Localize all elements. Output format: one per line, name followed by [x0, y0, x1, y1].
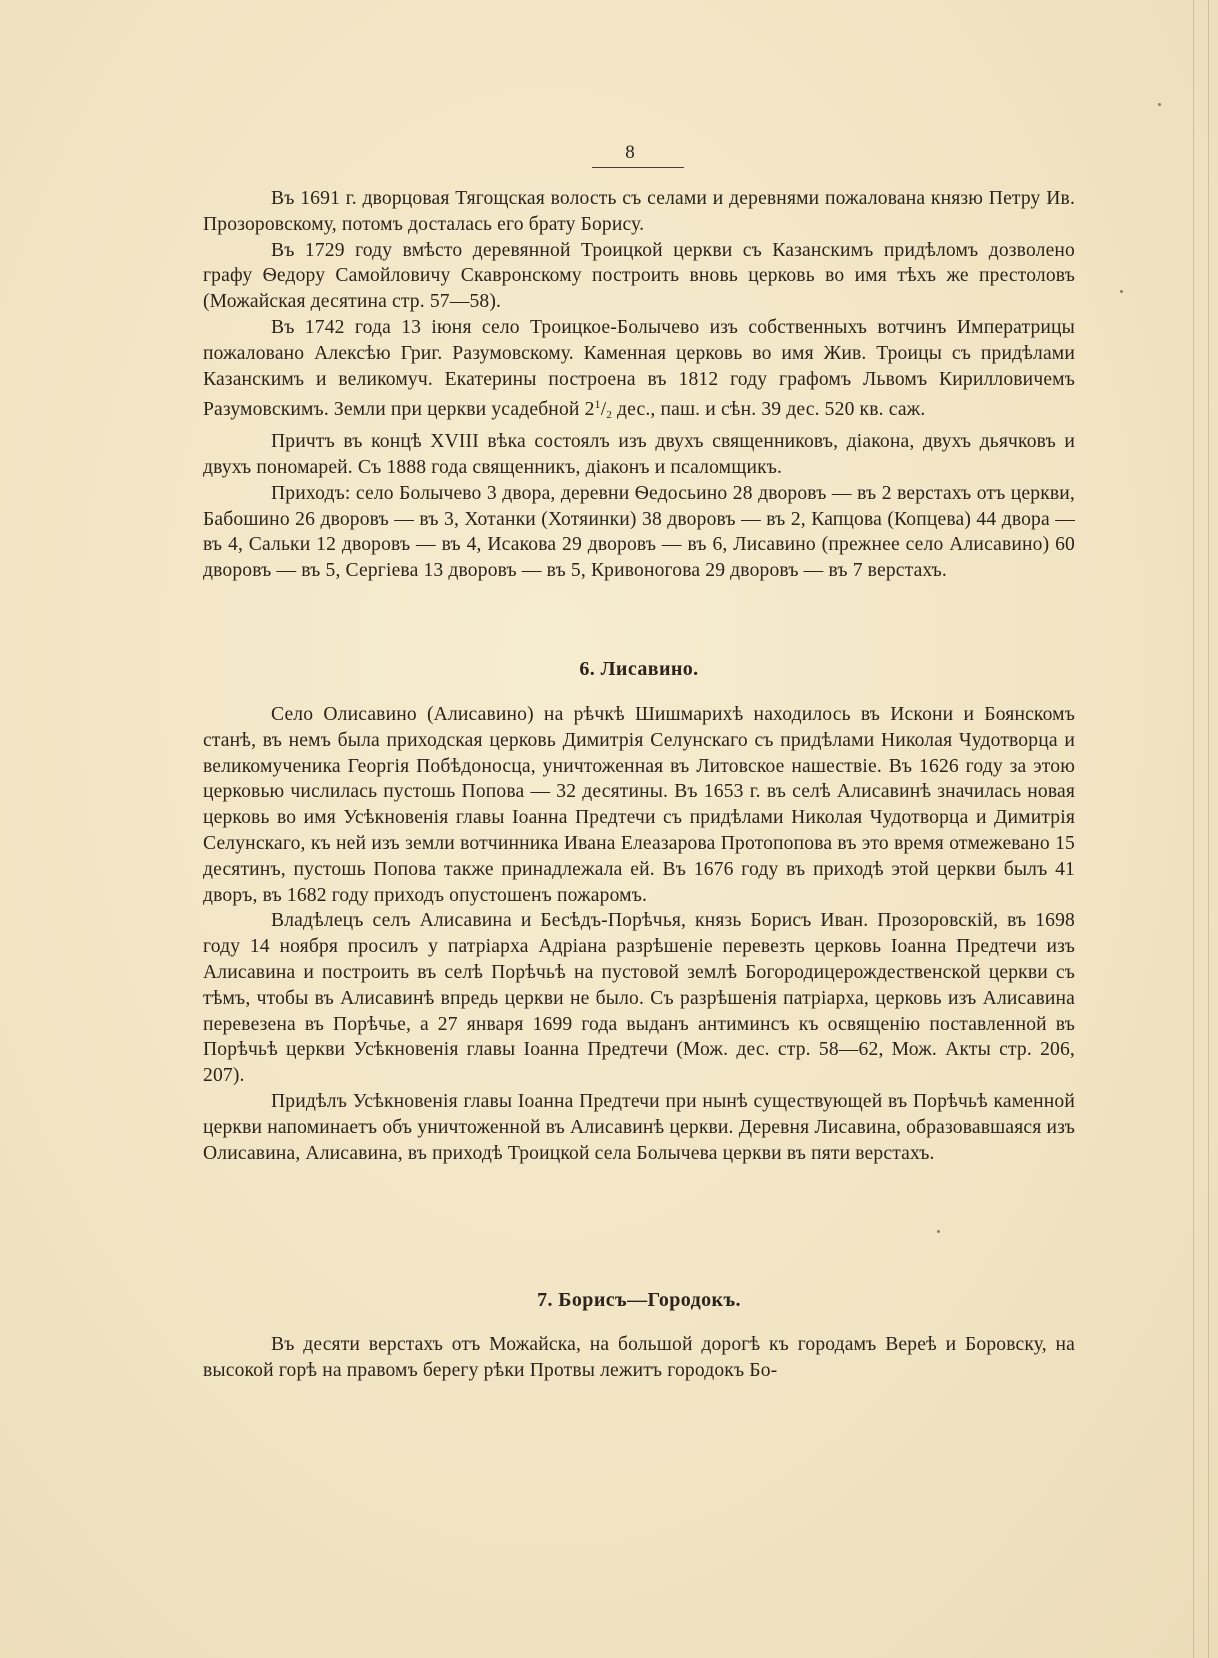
land-fraction-denominator: 2	[606, 409, 612, 422]
paper-speck	[1120, 290, 1123, 293]
paragraph: Въ 1742 года 13 іюня село Троицкое-Болычево изъ собственныхъ вотчинъ Императрицы пожаловано Алексѣю Григ. Разумовскому. Каменная церковь во имя Жив. Троицы съ придѣлами Казанскимъ и великомуч. Екатерины построена въ 1812 году графомъ Львомъ Кирилловичемъ Разумовскимъ. Земли при церкви усадебной $2^1/_2$ дес., паш. и сѣн. 39 дес. 520 кв. саж.	[203, 316, 1075, 422]
paragraph: Причтъ въ концѣ XVIII вѣка состоялъ изъ двухъ священниковъ, діакона, двухъ дьячковъ и двухъ пономарей. Съ 1888 года священникъ, діаконъ и псаломщикъ.	[203, 431, 1075, 478]
paragraph: Въ десяти верстахъ отъ Можайска, на большой дорогѣ къ городамъ Вереѣ и Боровску, на высокой горѣ на правомъ берегу рѣки Протвы лежитъ городокъ Бо-	[203, 1334, 1075, 1381]
section-heading: 7. Борисъ—Городокъ.	[537, 1289, 741, 1311]
paragraph: Приходъ: село Болычево 3 двора, деревни Ѳедосьино 28 дворовъ — въ 2 верстахъ отъ церкви, Бабошино 26 дворовъ — въ 3, Хотанки (Хотяинки) 38 дворовъ — въ 2, Капцова (Копцева) 44 двора — въ 4, Сальки 12 дворовъ — въ 4, Исакова 29 дворовъ — въ 6, Лисавино (прежнее село Алисавино) 60 дворовъ — въ 5, Сергіева 13 дворовъ — въ 5, Кривоногова 29 дворовъ — въ 7 верстахъ.	[203, 482, 1075, 582]
paragraph: Въ 1691 г. дворцовая Тягощская волость съ селами и деревнями пожалована князю Петру Ив. Прозоровскому, потомъ досталась его брату Борису.	[203, 188, 1075, 235]
paragraph-text: Въ 1742 года 13 іюня село Троицкое-Болычево изъ собственныхъ вотчинъ Императрицы пожаловано Алексѣю Григ. Разумовскому. Каменная церковь во имя Жив. Троицы съ придѣлами Казанскимъ и великомуч. Екатерины построена въ 1812 году графомъ Львомъ Кирилловичемъ Разумовскимъ. Земли при церкви усадебной	[203, 316, 1075, 421]
page-number: 8	[625, 142, 635, 163]
paragraph: Въ 1729 году вмѣсто деревянной Троицкой церкви съ Казанскимъ придѣломъ дозволено графу Ѳедору Самойловичу Скавронскому построить вновь церковь во имя тѣхъ же престоловъ (Можайская десятина стр. 57—58).	[203, 239, 1075, 313]
section-heading: 6. Лисавино.	[579, 658, 699, 680]
paper-speck	[937, 1230, 940, 1233]
page-number-rule	[592, 167, 684, 168]
land-fraction-whole: 2	[584, 399, 595, 421]
page-edge-line	[1193, 0, 1194, 1658]
land-fraction-numerator: 1	[594, 397, 601, 412]
section-top-text	[203, 186, 1075, 584]
land-fraction-rest: дес., паш. и сѣн. 39 дес. 520 кв. саж.	[611, 399, 926, 421]
paper-speck	[1158, 103, 1161, 106]
paragraph: Придѣлъ Усѣкновенія главы Іоанна Предтечи при нынѣ существующей въ Порѣчьѣ каменной церкви напоминаетъ объ уничтоженной въ Алисавинѣ церкви. Деревня Лисавина, образовавшаяся изъ Олисавина, Алисавина, въ приходѣ Троицкой села Болычева церкви въ пяти верстахъ.	[203, 1090, 1075, 1164]
paragraph: Владѣлецъ селъ Алисавина и Бесѣдъ-Порѣчья, князь Борисъ Иван. Прозоровскій, въ 1698 году 14 ноября просилъ у патріарха Адріана разрѣшеніе перевезть церковь Іоанна Предтечи изъ Алисавина и построить въ селѣ Порѣчьѣ на пустовой землѣ Богородицерождественской церкви съ тѣмъ, чтобы въ Алисавинѣ впредь церкви не было. Съ разрѣшенія патріарха, церковь изъ Алисавина перевезена въ Порѣчье, а 27 января 1699 года выданъ антиминсъ къ освященію поставленной въ Порѣчьѣ церкви Усѣкновенія главы Іоанна Предтечи (Мож. дес. стр. 58—62, Мож. Акты стр. 206, 207).	[203, 910, 1075, 1087]
section-7-text	[203, 1332, 1075, 1384]
page-edge-line	[1208, 0, 1209, 1658]
paragraph: Село Олисавино (Алисавино) на рѣчкѣ Шишмарихѣ находилось въ Искони и Боянскомъ станѣ, въ немъ была приходская церковь Димитрія Селунскаго съ придѣлами Николая Чудотворца и великомученика Георгія Побѣдоносца, уничтоженная въ Литовское нашествіе. Въ 1626 году за этою церковью числилась пустошь Попова — 32 десятины. Въ 1653 г. въ селѣ Алисавинѣ значилась новая церковь во имя Усѣкновенія главы Іоанна Предтечи съ придѣлами Николая Чудотворца и Димитрія Селунскаго, къ ней изъ земли вотчинника Ивана Елеазарова Протопопова въ это время отмежевано 15 десятинъ, пустошь Попова также принадлежала ей. Въ 1676 году въ приходѣ этой церкви былъ 41 дворъ, въ 1682 году приходъ опустошенъ пожаромъ.	[203, 704, 1075, 906]
section-6-text	[203, 702, 1075, 1166]
